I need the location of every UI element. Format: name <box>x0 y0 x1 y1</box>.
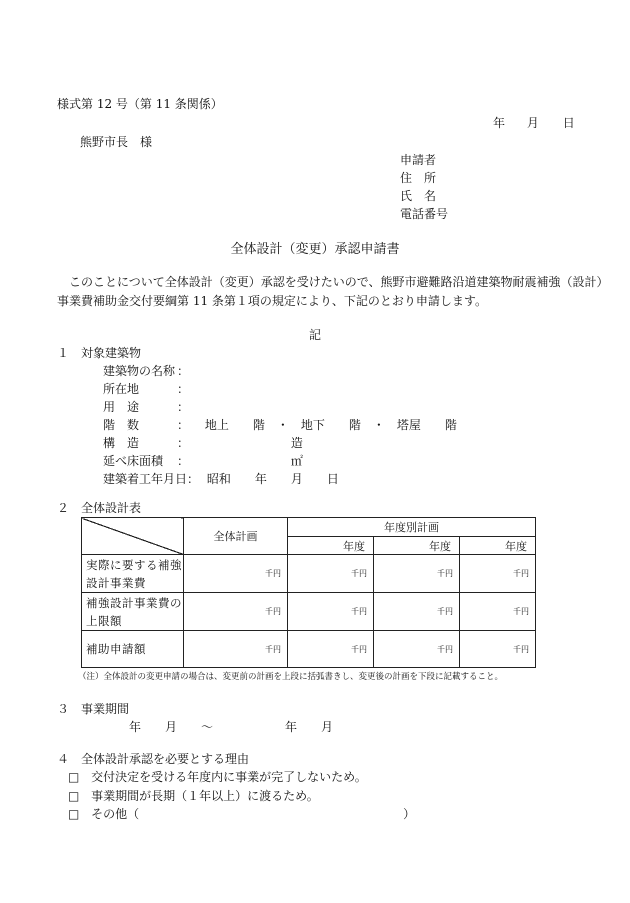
table-corner-diagonal <box>82 518 184 555</box>
body-text-line1: このことについて全体設計（変更）承認を受けたいので、熊野市避難路沿道建築物耐震補強（設計） <box>69 275 609 289</box>
applicant-title: 申請者 <box>400 153 437 167</box>
reason-option <box>68 807 415 821</box>
unit-cell: 千円 <box>374 555 460 593</box>
applicant-phone-label: 電話番号 <box>400 207 449 221</box>
colon: ： <box>177 454 190 468</box>
structure-value: 造 <box>290 436 303 450</box>
reason-text: 交付決定を受ける年度内に事業が完了しないため。 <box>91 770 367 784</box>
ki-heading: 記 <box>309 328 322 342</box>
addressee: 熊野市長 様 <box>80 135 153 149</box>
colon: ： <box>177 418 190 432</box>
section2-heading: ２ 全体設計表 <box>57 501 142 515</box>
unit-cell: 千円 <box>184 593 288 631</box>
row-label-actual-cost: 実際に要する補強設計事業費 <box>82 555 184 593</box>
unit-cell: 千円 <box>288 593 374 631</box>
floors-value: 地上 階 ・ 地下 階 ・ 塔屋 階 <box>204 418 457 432</box>
structure-label: 構 造 <box>103 436 140 450</box>
unit-cell: 千円 <box>460 631 536 668</box>
unit-cell: 千円 <box>374 631 460 668</box>
building-row <box>103 400 189 414</box>
design-plan-table <box>81 517 536 668</box>
usage-label: 用 途 <box>103 400 140 414</box>
project-period: 年 月 ～ 年 月 <box>129 720 334 734</box>
section1-heading: １ 対象建築物 <box>57 346 142 360</box>
body-text-line2: 事業費補助金交付要綱第 11 条第１項の規定により、下記のとおり申請します。 <box>57 294 487 308</box>
unit-cell: 千円 <box>184 555 288 593</box>
section3-heading: ３ 事業期間 <box>57 702 130 716</box>
section4-heading: ４ 全体設計承認を必要とする理由 <box>57 752 250 766</box>
colon: ： <box>177 436 190 450</box>
col-total-plan-header: 全体計画 <box>184 518 288 555</box>
document-title: 全体設計（変更）承認申請書 <box>230 242 400 257</box>
building-row <box>103 436 303 450</box>
col-yearly-plan-header: 年度別計画 <box>288 518 536 537</box>
building-row <box>103 472 339 486</box>
date-month: 月 <box>526 116 539 130</box>
colon: ： <box>177 364 190 378</box>
reason-option <box>68 789 319 803</box>
location-label: 所在地 <box>103 382 140 396</box>
checkbox[interactable]: □ <box>68 807 80 821</box>
reason-option <box>68 770 367 784</box>
unit-cell: 千円 <box>288 631 374 668</box>
colon: ： <box>187 472 200 486</box>
year-header: 年度 <box>460 537 536 555</box>
unit-cell: 千円 <box>460 555 536 593</box>
applicant-name-label: 氏 名 <box>400 189 437 203</box>
construction-date-value: 昭和 年 月 日 <box>206 472 339 486</box>
floor-area-unit: ㎡ <box>290 454 303 468</box>
date-line <box>493 116 575 130</box>
unit-cell: 千円 <box>288 555 374 593</box>
unit-cell: 千円 <box>460 593 536 631</box>
unit-cell: 千円 <box>374 593 460 631</box>
building-row <box>103 382 189 396</box>
table-row <box>82 593 536 631</box>
table-row <box>82 631 536 668</box>
applicant-address-label: 住 所 <box>400 171 437 185</box>
year-header: 年度 <box>288 537 374 555</box>
form-label: 様式第 12 号（第 11 条関係） <box>57 97 223 111</box>
colon: ： <box>177 400 190 414</box>
colon: ： <box>177 382 190 396</box>
building-row <box>103 364 189 378</box>
building-row <box>103 454 303 468</box>
checkbox[interactable]: □ <box>68 789 80 803</box>
row-label-subsidy-amount: 補助申請額 <box>82 631 184 668</box>
floors-label: 階 数 <box>103 418 140 432</box>
year-header: 年度 <box>374 537 460 555</box>
table-note: （注）全体設計の変更申請の場合は、変更前の計画を上段に括弧書きし、変更後の計画を下段に記載すること。 <box>78 672 504 682</box>
building-name-label: 建築物の名称 <box>103 364 176 378</box>
date-day: 日 <box>562 116 575 130</box>
building-row <box>103 418 457 432</box>
row-label-upper-limit: 補強設計事業費の上限額 <box>82 593 184 631</box>
construction-date-label: 建築着工年月日 <box>103 472 188 486</box>
reason-text: その他（ ） <box>91 807 416 821</box>
date-year: 年 <box>493 116 506 130</box>
reason-text: 事業期間が長期（１年以上）に渡るため。 <box>91 789 319 803</box>
table-row <box>82 555 536 593</box>
floor-area-label: 延べ床面積 <box>103 454 164 468</box>
unit-cell: 千円 <box>184 631 288 668</box>
checkbox[interactable]: □ <box>68 770 80 784</box>
